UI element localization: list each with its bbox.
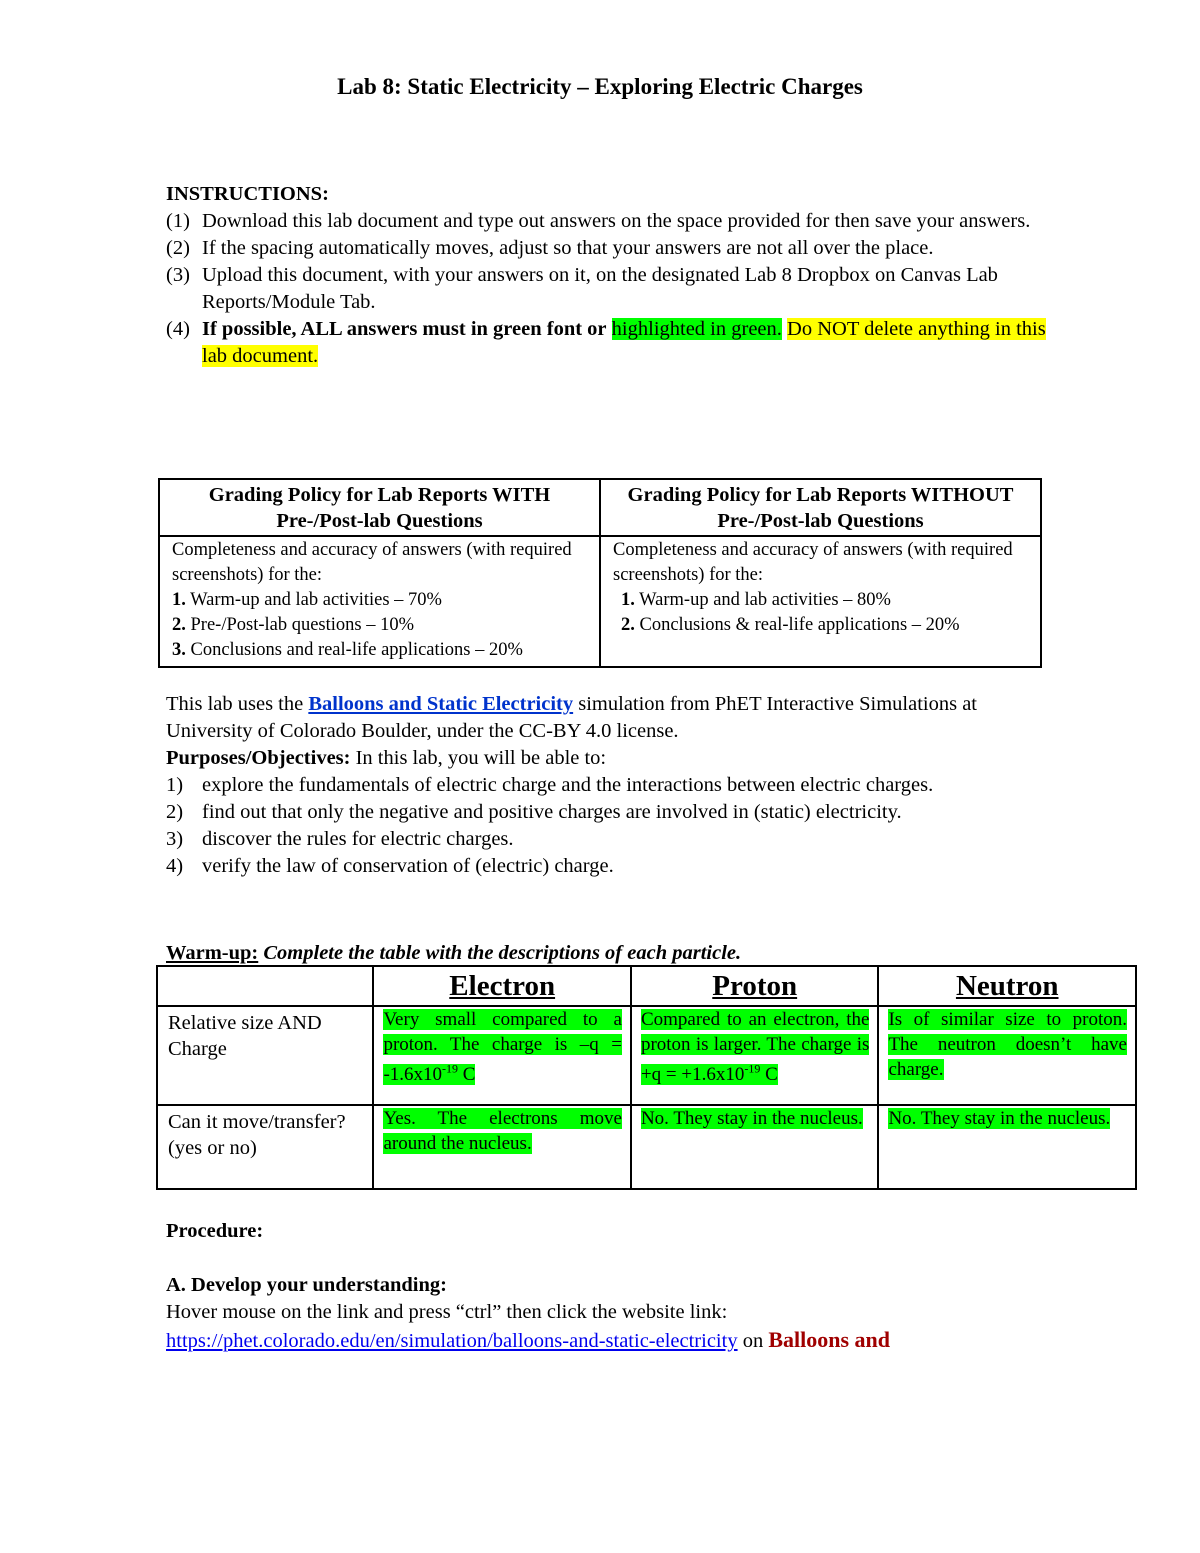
- green-highlight-text: highlighted in green.: [611, 318, 782, 340]
- objectives-list: [166, 772, 996, 880]
- row-label-move-transfer: Can it move/transfer? (yes or no): [157, 1105, 373, 1189]
- grading-cell-without: Completeness and accuracy of answers (with required screenshots) for the: 1. Warm-up and lab activities – 80% 2. Conclusions & real-life applications – 20%: [600, 536, 1041, 667]
- instruction-item-3: (3) Upload this document, with your answers on it, on the designated Lab 8 Dropbox on Canvas Lab Reports/Module Tab.: [166, 264, 998, 313]
- objective-item: 1) explore the fundamentals of electric charge and the interactions between electric charges.: [166, 774, 934, 796]
- procedure-heading: Procedure:: [166, 1220, 264, 1242]
- warmup-corner-cell: [157, 966, 373, 1006]
- warmup-table: [156, 965, 1137, 1190]
- url-line: https://phet.colorado.edu/en/simulation/balloons-and-static-electricity on Balloons and: [166, 1327, 890, 1352]
- grading-header-without: Grading Policy for Lab Reports WITHOUT Pre-/Post-lab Questions: [600, 479, 1041, 536]
- row-label-size-charge: Relative size AND Charge: [157, 1006, 373, 1105]
- grading-cell-with: Completeness and accuracy of answers (with required screenshots) for the: 1. Warm-up and lab activities – 70% 2. Pre-/Post-lab questions – 10% 3. Conclusions and real-life applications – 20%: [159, 536, 600, 667]
- instructions-heading: INSTRUCTIONS:: [166, 183, 329, 205]
- instruction-item-2: (2) If the spacing automatically moves, adjust so that your answers are not all over the place.: [166, 237, 934, 259]
- instruction-item-1: (1) Download this lab document and type out answers on the space provided for then save your answers.: [166, 210, 1031, 232]
- neutron-size-charge-answer[interactable]: Is of similar size to proton. The neutron doesn’t have charge.: [878, 1006, 1136, 1105]
- electron-move-answer[interactable]: Yes. The electrons move around the nucleus.: [373, 1105, 631, 1189]
- hover-instruction: Hover mouse on the link and press “ctrl” then click the website link:: [166, 1301, 728, 1323]
- page-title: Lab 8: Static Electricity – Exploring Electric Charges: [337, 74, 863, 99]
- warmup-heading: Warm-up: Complete the table with the descriptions of each particle.: [166, 942, 742, 964]
- intro-paragraph: This lab uses the Balloons and Static Electricity simulation from PhET Interactive Simulations at University of Colorado Boulder, under the CC-BY 4.0 license.: [166, 693, 977, 742]
- grading-without-list: 1. Warm-up and lab activities – 80% 2. Conclusions & real-life applications – 20%: [621, 590, 960, 635]
- purposes-line: Purposes/Objectives: In this lab, you will be able to:: [166, 747, 607, 769]
- proton-move-answer[interactable]: No. They stay in the nucleus.: [631, 1105, 879, 1189]
- proton-size-charge-answer[interactable]: Compared to an electron, the proton is larger. The charge is $+q = +1.6x10^{-19}$ C: [631, 1006, 879, 1105]
- simulation-link[interactable]: Balloons and Static Electricity: [308, 693, 574, 715]
- phet-url-link[interactable]: https://phet.colorado.edu/en/simulation/balloons-and-static-electricity: [166, 1330, 738, 1352]
- instruction-item-4: (4) If possible, ALL answers must in green font or highlighted in green. Do NOT delete anything in this lab document.: [166, 318, 1046, 367]
- column-neutron: Neutron: [878, 966, 1136, 1006]
- section-a-heading: A. Develop your understanding:: [166, 1274, 447, 1296]
- grading-with-list: 1. Warm-up and lab activities – 70% 2. Pre-/Post-lab questions – 10% 3. Conclusions and real-life applications – 20%: [172, 590, 523, 660]
- objective-item: 2) find out that only the negative and positive charges are involved in (static) electricity.: [166, 801, 902, 823]
- procedure-section: [166, 1218, 1066, 1355]
- instructions-list: [166, 208, 1046, 370]
- column-electron: Electron: [373, 966, 631, 1006]
- electron-size-charge-answer[interactable]: Very small compared to a proton. The charge is $-q = -1.6x10^{-19}$ C: [373, 1006, 631, 1105]
- column-proton: Proton: [631, 966, 879, 1006]
- grading-header-with: Grading Policy for Lab Reports WITH Pre-/Post-lab Questions: [159, 479, 600, 536]
- intro-section: [166, 691, 996, 880]
- grading-policy-table: [158, 478, 1042, 668]
- objective-item: 4) verify the law of conservation of (electric) charge.: [166, 855, 614, 877]
- instructions-section: [166, 181, 1046, 370]
- objective-item: 3) discover the rules for electric charges.: [166, 828, 514, 850]
- trailing-title: Balloons and: [768, 1327, 890, 1352]
- yellow-highlight-text: Do NOT delete anything in this lab document.: [202, 318, 1046, 367]
- neutron-move-answer[interactable]: No. They stay in the nucleus.: [878, 1105, 1136, 1189]
